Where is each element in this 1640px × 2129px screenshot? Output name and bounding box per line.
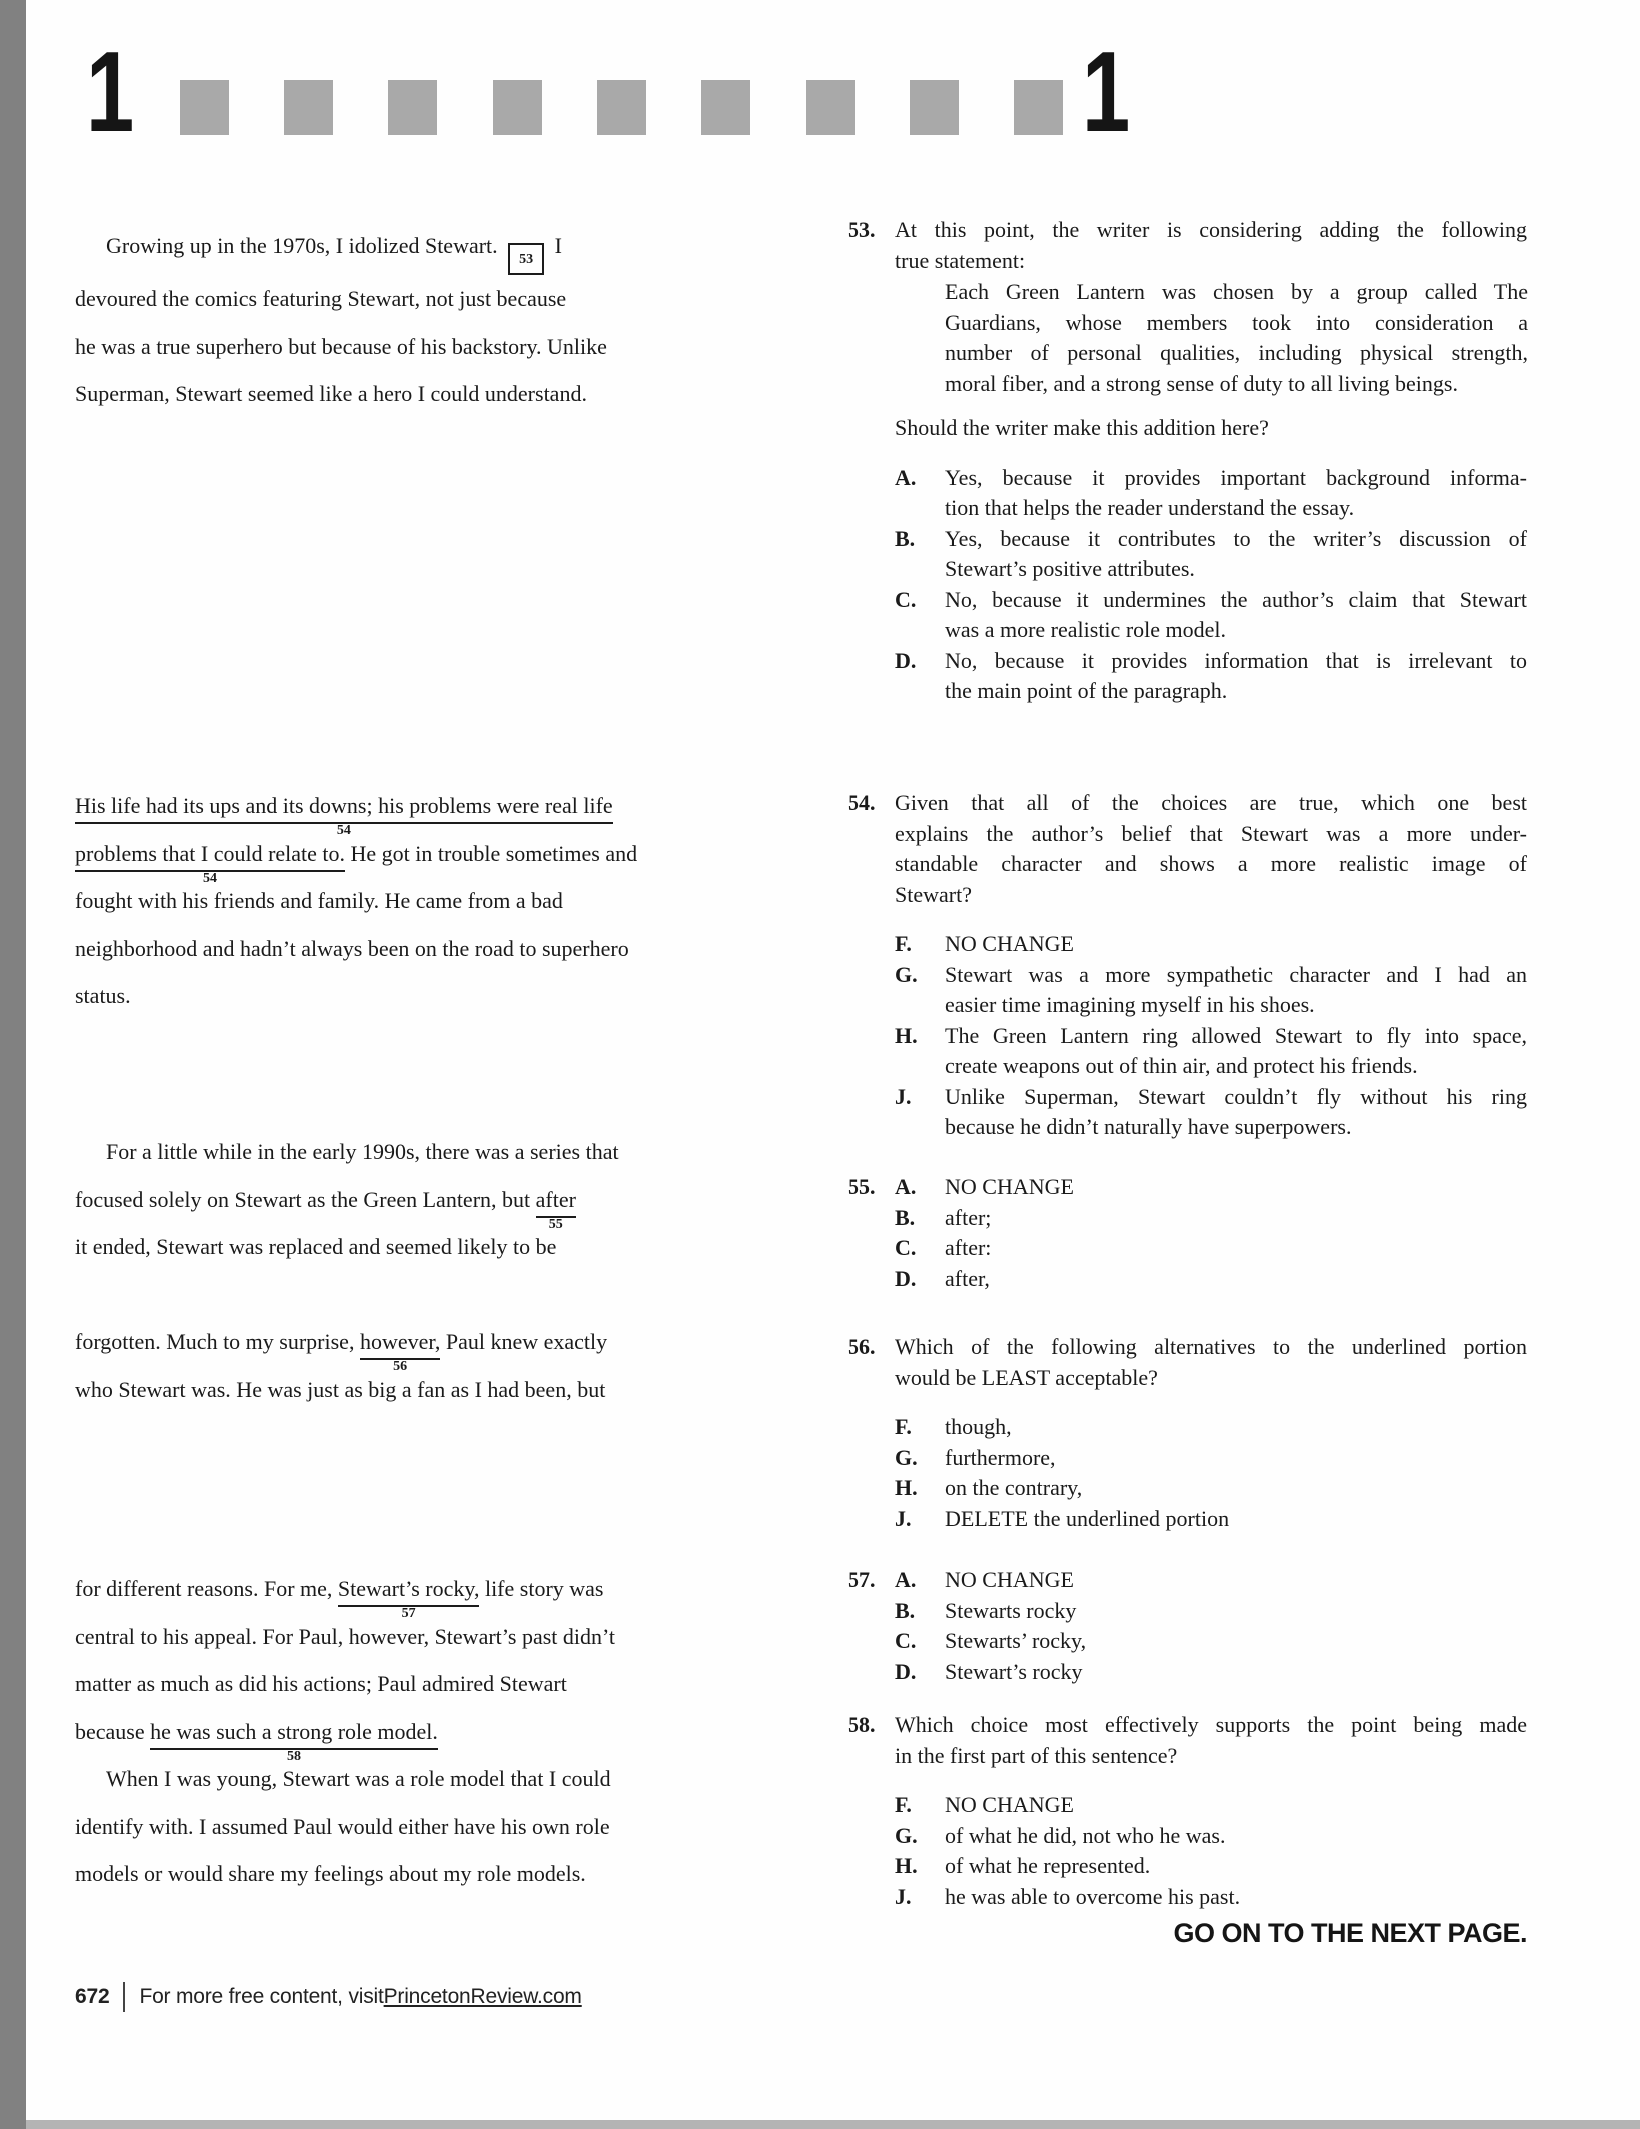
option-text-line: after; <box>945 1204 992 1230</box>
option-letter: J. <box>895 1083 912 1109</box>
passage-text: fought with his friends and family. He came from a bad <box>75 888 563 913</box>
answer-options <box>895 1412 1527 1534</box>
option-text <box>945 463 1527 524</box>
answer-option <box>895 1821 1527 1852</box>
option-text <box>945 1412 1527 1443</box>
option-text-line: Stewart’s positive attributes. <box>945 556 1195 581</box>
answer-option <box>895 1851 1527 1882</box>
passage-text: For a little while in the early 1990s, there was a series that <box>106 1139 619 1164</box>
answer-option <box>895 1882 1527 1913</box>
option-text-line: because he didn’t naturally have superpowers. <box>945 1114 1352 1139</box>
option-text-line: NO CHANGE <box>945 1567 1074 1592</box>
option-letter: F. <box>895 1414 912 1439</box>
passage-line <box>75 925 693 973</box>
header-band-square <box>180 80 229 135</box>
passage-text: life story was <box>479 1576 604 1601</box>
passage-text: matter as much as did his actions; Paul admired Stewart <box>75 1671 567 1696</box>
passage-text: models or would share my feelings about my role models. <box>75 1861 586 1886</box>
page-edge-bar <box>0 0 26 2129</box>
header-band-square <box>1014 80 1063 135</box>
option-text <box>945 1233 1527 1264</box>
passage-text: forgotten. Much to my surprise, <box>75 1329 360 1354</box>
option-text-line: No, because it undermines the author’s claim that Stewart <box>945 586 1527 612</box>
option-text-line: Stewarts’ rocky, <box>945 1628 1087 1653</box>
option-text <box>945 1882 1527 1913</box>
option-letter: G. <box>895 1822 918 1848</box>
answer-option <box>895 929 1527 960</box>
passage-text: devoured the comics featuring Stewart, not just because <box>75 286 567 311</box>
option-text-line: NO CHANGE <box>945 931 1074 956</box>
header-band-square <box>493 80 542 135</box>
question-57 <box>848 1565 1527 1687</box>
question-stem-line: would be LEAST acceptable? <box>895 1364 1158 1390</box>
option-text-line: on the contrary, <box>945 1475 1083 1500</box>
passage-line <box>75 323 693 371</box>
answer-option <box>895 1412 1527 1443</box>
quoted-statement-line: number of personal qualities, including physical strength, <box>945 340 1528 365</box>
underline-marker: 56 <box>393 1359 408 1374</box>
option-text-line: after, <box>945 1265 990 1291</box>
option-letter: C. <box>895 1235 917 1260</box>
quoted-statement-line: Guardians, whose members took into consideration a <box>945 309 1528 335</box>
question-58 <box>848 1710 1527 1912</box>
option-text-line: The Green Lantern ring allowed Stewart to fly into space, <box>945 1022 1527 1048</box>
question-stem-line: Stewart? <box>895 881 972 907</box>
page-number: 672 <box>75 1985 110 2008</box>
passage-line <box>75 782 693 838</box>
passage-line <box>75 972 693 1020</box>
question-56 <box>848 1332 1527 1534</box>
answer-option <box>895 1790 1527 1821</box>
section-number-left: 1 <box>86 29 135 156</box>
question-stem-line: standable character and shows a more realistic image of <box>895 851 1527 876</box>
passage-line <box>75 370 693 418</box>
quoted-statement-line: Each Green Lantern was chosen by a group called The <box>945 279 1528 304</box>
option-text <box>945 1021 1527 1082</box>
option-text-line: NO CHANGE <box>945 1174 1074 1199</box>
option-text-line: furthermore, <box>945 1444 1056 1470</box>
option-letter: F. <box>895 1792 912 1817</box>
header-band-square <box>806 80 855 135</box>
option-text-line: the main point of the paragraph. <box>945 678 1228 703</box>
underline-marker: 58 <box>287 1748 301 1764</box>
go-on-notice: GO ON TO THE NEXT PAGE. <box>1173 1918 1527 1948</box>
option-text <box>945 1657 1527 1688</box>
passage-paragraph <box>75 1755 693 1898</box>
option-text-line: Stewart was a more sympathetic character and I had an <box>945 961 1527 987</box>
answer-options <box>895 1790 1527 1912</box>
option-letter: A. <box>895 1174 917 1199</box>
answer-option <box>895 1233 1527 1264</box>
passage-text: central to his appeal. For Paul, however, Stewart’s past didn’t <box>75 1623 616 1649</box>
answer-options <box>895 1565 1527 1687</box>
option-text-line: of what he represented. <box>945 1853 1151 1878</box>
question-number: 58. <box>848 1712 876 1737</box>
passage-line <box>75 275 693 323</box>
passage-line <box>75 1565 693 1621</box>
underline-marker: 54 <box>203 870 218 886</box>
passage-line <box>75 1613 693 1661</box>
footer-divider <box>123 1982 125 2012</box>
answer-option <box>895 1565 1527 1596</box>
option-text-line: of what he did, not who he was. <box>945 1822 1226 1848</box>
answer-option <box>895 1082 1527 1143</box>
passage-line <box>75 1708 693 1764</box>
option-text-line: Stewart’s rocky <box>945 1658 1083 1684</box>
option-text <box>945 646 1527 707</box>
option-letter: F. <box>895 931 912 956</box>
answer-options <box>895 929 1527 1143</box>
option-letter: B. <box>895 1204 916 1230</box>
option-text-line: tion that helps the reader understand the essay. <box>945 495 1355 520</box>
question-number: 55. <box>848 1174 876 1199</box>
option-letter: J. <box>895 1505 912 1531</box>
option-letter: B. <box>895 1597 916 1623</box>
answer-option <box>895 1021 1527 1082</box>
underlined-portion: however, 56 <box>359 1329 441 1374</box>
header-band-square <box>388 80 437 135</box>
option-text <box>945 1851 1527 1882</box>
passage-paragraph <box>75 1318 693 1413</box>
page-bottom-bar <box>26 2120 1640 2129</box>
answer-option <box>895 1626 1527 1657</box>
option-text <box>945 960 1527 1021</box>
passage-line <box>75 1366 693 1414</box>
princeton-review-link[interactable]: PrincetonReview.com <box>383 1985 582 2008</box>
answer-option <box>895 1504 1527 1535</box>
passage-line <box>75 1803 693 1851</box>
question-number: 54. <box>848 790 876 815</box>
quoted-statement <box>945 277 1528 399</box>
footer-text: For more free content, visit <box>139 1985 384 2008</box>
header-band-square <box>597 80 646 135</box>
passage-text: He got in trouble sometimes and <box>345 840 638 866</box>
option-letter: D. <box>895 1658 917 1684</box>
passage-line <box>75 1318 693 1374</box>
option-letter: A. <box>895 1567 917 1592</box>
passage-paragraph <box>75 782 693 1020</box>
option-letter: G. <box>895 961 918 987</box>
option-letter: C. <box>895 586 917 612</box>
underlined-portion: he was such a strong role model. 58 <box>150 1718 438 1764</box>
question-stem-line: true statement: <box>895 247 1026 273</box>
underline-marker: 57 <box>401 1606 416 1621</box>
passage-line <box>75 1850 693 1898</box>
passage-text: he was a true superhero but because of his backstory. Unlike <box>75 333 607 359</box>
answer-option <box>895 1203 1527 1234</box>
answer-options <box>895 1172 1527 1294</box>
question-stem-line: Which of the following alternatives to the underlined portion <box>895 1334 1527 1359</box>
question-stem-line: explains the author’s belief that Stewart was a more under- <box>895 820 1527 846</box>
option-text <box>945 929 1527 960</box>
passage-text: Superman, Stewart seemed like a hero I could understand. <box>75 381 587 406</box>
option-text-line: Yes, because it contributes to the writer’s discussion of <box>945 525 1527 551</box>
answer-option <box>895 960 1527 1021</box>
question-number: 53. <box>848 217 876 242</box>
passage-text: for different reasons. For me, <box>75 1576 338 1601</box>
question-stem-line: At this point, the writer is considering adding the following <box>895 217 1527 242</box>
underline-marker: 54 <box>336 823 351 838</box>
answer-option <box>895 1657 1527 1688</box>
answer-option <box>895 1473 1527 1504</box>
option-letter: J. <box>895 1883 912 1909</box>
option-letter: B. <box>895 525 916 551</box>
passage-text: identify with. I assumed Paul would either have his own role <box>75 1813 610 1839</box>
passage-text: Growing up in the 1970s, I idolized Stewart. <box>106 233 504 258</box>
answer-option <box>895 1172 1527 1203</box>
passage-line <box>75 1660 693 1708</box>
answer-option <box>895 463 1527 524</box>
answer-option <box>895 585 1527 646</box>
option-text <box>945 1596 1527 1627</box>
underline-marker: 55 <box>548 1216 563 1232</box>
question-stem-line: in the first part of this sentence? <box>895 1742 1178 1768</box>
passage-text: When I was young, Stewart was a role model that I could <box>106 1766 611 1791</box>
option-text <box>945 1082 1527 1143</box>
question-stem-line: Given that all of the choices are true, which one best <box>895 790 1527 815</box>
page-footer <box>75 1981 582 2013</box>
option-text <box>945 524 1527 585</box>
passage-text: focused solely on Stewart as the Green Lantern, but <box>75 1186 536 1212</box>
option-text <box>945 1172 1527 1203</box>
passage-line <box>75 1223 693 1271</box>
option-text <box>945 1626 1527 1657</box>
option-text-line: create weapons out of thin air, and protect his friends. <box>945 1053 1418 1078</box>
question-54 <box>848 788 1527 1143</box>
underlined-portion: His life had its ups and its downs; his problems were real life 54 <box>75 793 613 838</box>
option-text <box>945 1821 1527 1852</box>
passage-line <box>75 830 693 886</box>
passage-line <box>75 1755 693 1803</box>
option-text-line: Unlike Superman, Stewart couldn’t fly without his ring <box>945 1083 1527 1109</box>
option-letter: H. <box>895 1022 918 1048</box>
passage-line <box>75 1176 693 1232</box>
option-text-line: after: <box>945 1235 992 1260</box>
option-text-line: Yes, because it provides important background informa- <box>945 464 1527 490</box>
passage-line <box>75 222 693 275</box>
option-text-line: Stewarts rocky <box>945 1597 1077 1623</box>
question-stem-line: Should the writer make this addition here? <box>895 415 1269 440</box>
option-letter: H. <box>895 1475 918 1500</box>
passage-text: because <box>75 1718 151 1744</box>
option-text <box>945 1264 1527 1295</box>
option-text <box>945 1790 1527 1821</box>
header-band-square <box>284 80 333 135</box>
underlined-portion: problems that I could relate to. 54 <box>75 840 346 886</box>
option-text <box>945 1443 1527 1474</box>
question-number: 57. <box>848 1567 876 1592</box>
option-text <box>945 585 1527 646</box>
answer-option <box>895 1443 1527 1474</box>
option-text-line: NO CHANGE <box>945 1792 1074 1817</box>
underlined-portion: Stewart’s rocky, 57 <box>337 1576 480 1621</box>
option-text <box>945 1504 1527 1535</box>
option-letter: C. <box>895 1628 917 1653</box>
passage-text: it ended, Stewart was replaced and seemed likely to be <box>75 1234 557 1259</box>
passage-paragraph <box>75 1565 693 1764</box>
option-letter: A. <box>895 464 917 490</box>
option-text-line: easier time imagining myself in his shoes. <box>945 992 1315 1017</box>
underlined-portion: after 55 <box>535 1186 576 1232</box>
option-letter: H. <box>895 1853 918 1878</box>
question-stem-line: Which choice most effectively supports the point being made <box>895 1712 1527 1737</box>
passage-paragraph <box>75 222 693 418</box>
option-letter: G. <box>895 1444 918 1470</box>
question-reference-box: 53 <box>508 243 544 275</box>
question-53 <box>848 215 1527 707</box>
answer-options <box>895 463 1527 707</box>
option-text-line: was a more realistic role model. <box>945 617 1227 642</box>
passage-text: who Stewart was. He was just as big a fan as I had been, but <box>75 1376 606 1402</box>
option-text-line: DELETE the underlined portion <box>945 1505 1230 1531</box>
passage-line <box>75 1128 693 1176</box>
quoted-statement-line: moral fiber, and a strong sense of duty to all living beings. <box>945 370 1458 396</box>
question-55 <box>848 1172 1527 1294</box>
passage-text: neighborhood and hadn’t always been on the road to superhero <box>75 935 629 961</box>
option-letter: D. <box>895 647 917 673</box>
answer-option <box>895 1596 1527 1627</box>
answer-option <box>895 1264 1527 1295</box>
question-number: 56. <box>848 1334 876 1359</box>
option-text-line: he was able to overcome his past. <box>945 1883 1241 1909</box>
passage-line <box>75 877 693 925</box>
option-letter: D. <box>895 1265 917 1291</box>
passage-text: I <box>549 233 562 258</box>
passage-paragraph <box>75 1128 693 1271</box>
section-number-right: 1 <box>1082 29 1131 156</box>
option-text <box>945 1473 1527 1504</box>
option-text-line: No, because it provides information that is irrelevant to <box>945 647 1527 673</box>
header-band-square <box>701 80 750 135</box>
header-band-square <box>910 80 959 135</box>
answer-option <box>895 646 1527 707</box>
answer-option <box>895 524 1527 585</box>
passage-text: status. <box>75 983 131 1008</box>
option-text <box>945 1203 1527 1234</box>
passage-text: Paul knew exactly <box>440 1329 608 1354</box>
option-text-line: though, <box>945 1414 1012 1439</box>
option-text <box>945 1565 1527 1596</box>
